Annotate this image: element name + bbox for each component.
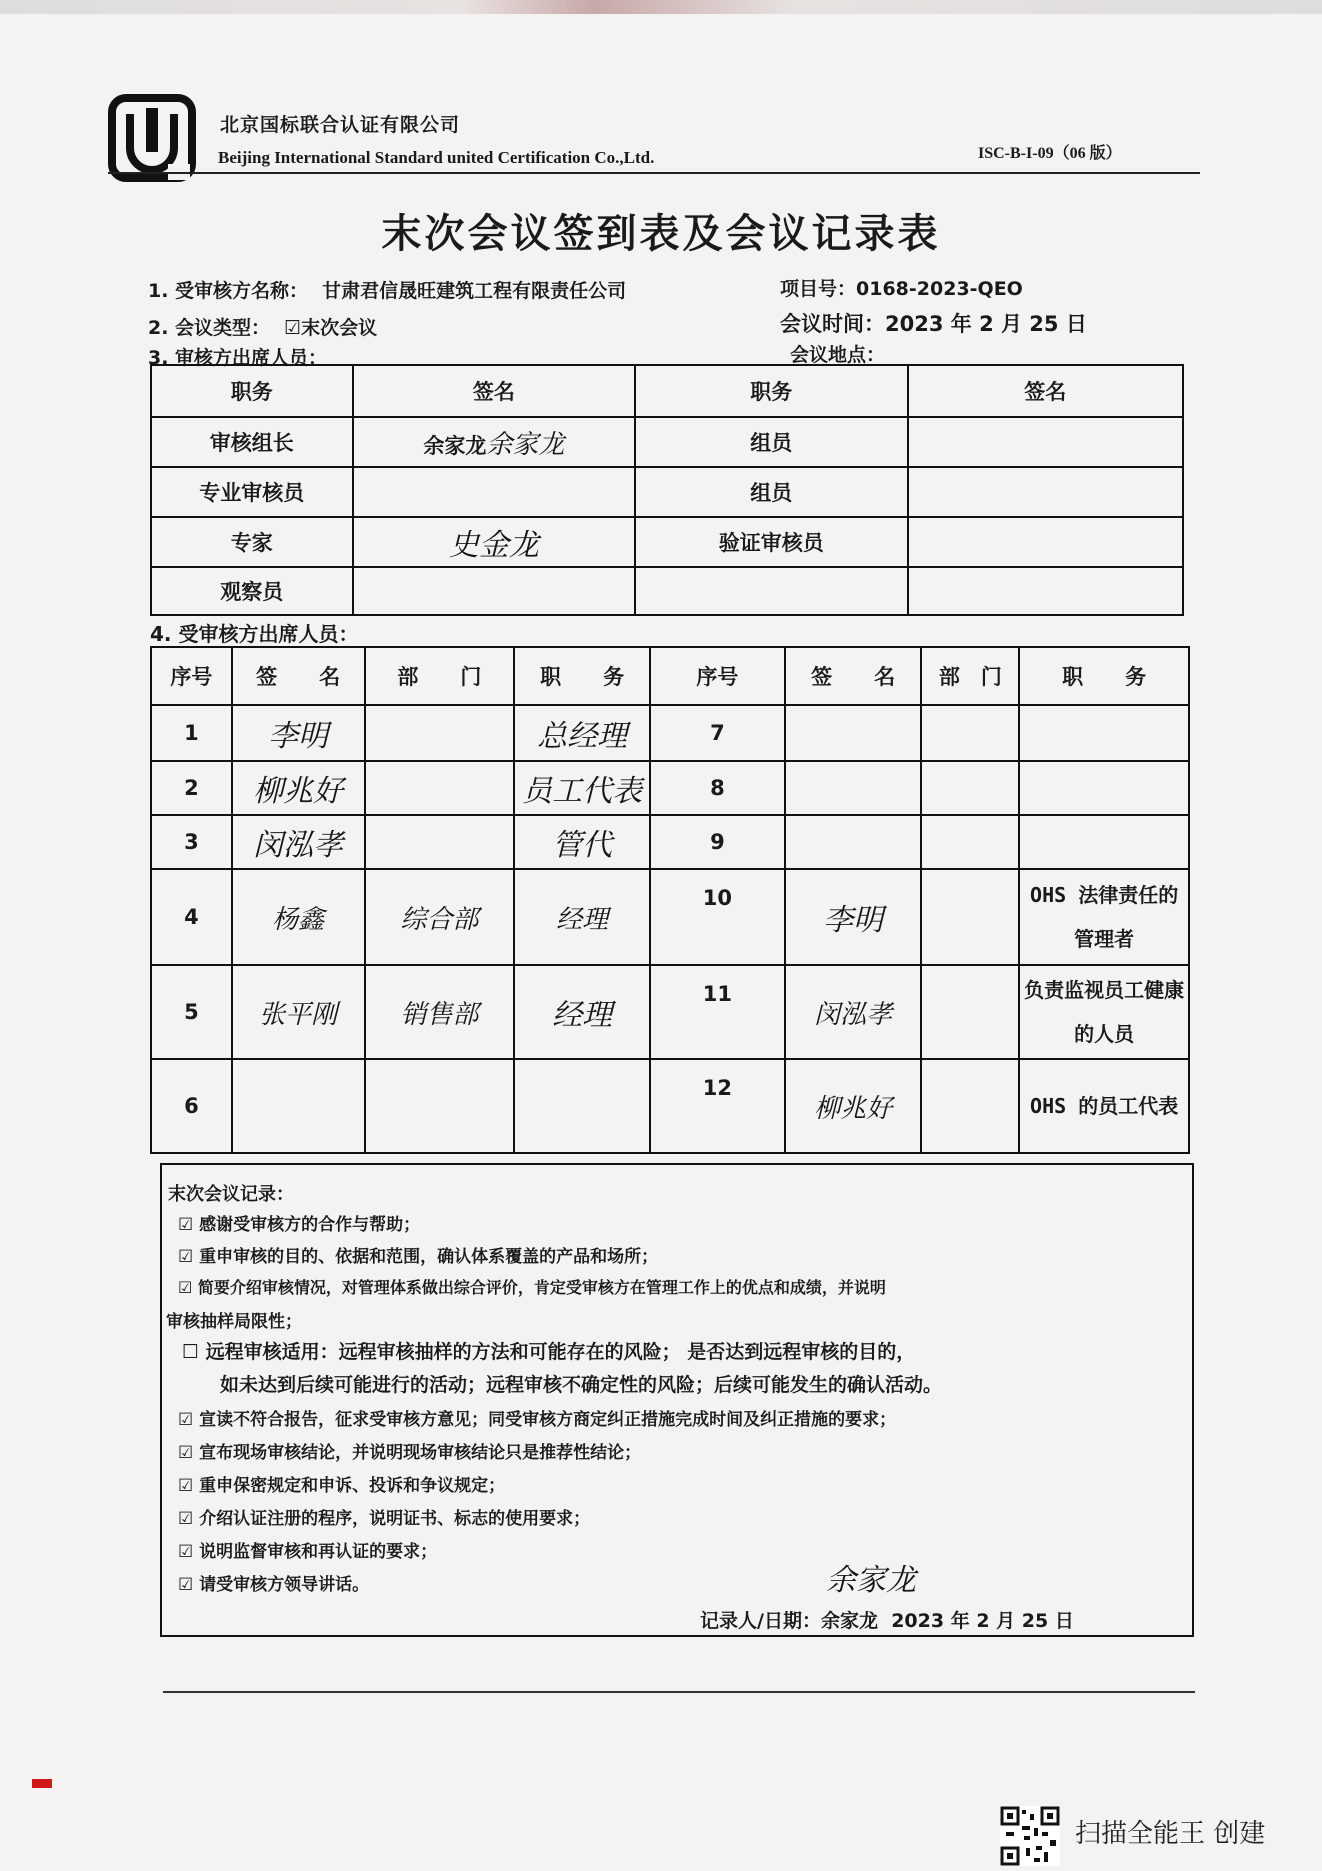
header-role: 职务 (635, 365, 907, 417)
dept-cell (921, 869, 1019, 965)
handwritten-signature (785, 761, 922, 815)
sign-cell (353, 467, 635, 517)
record-text: 审核抽样局限性； (166, 1312, 302, 1332)
list-item (220, 1370, 942, 1397)
record-text: 简要介绍审核情况，对管理体系做出综合评价，肯定受审核方在管理工作上的优点和成绩，并说明 (197, 1278, 886, 1297)
recorder-signature: 余家龙 (826, 1563, 916, 1598)
recorder-label: 记录人/日期： (700, 1610, 821, 1632)
top-edge-band (0, 0, 1322, 14)
row-no: 10 (650, 869, 785, 965)
row-no: 6 (151, 1059, 232, 1153)
sign-cell (908, 467, 1183, 517)
row-no: 7 (650, 705, 785, 761)
role-cell: 审核组长 (151, 417, 353, 467)
row-no: 8 (650, 761, 785, 815)
dept-cell (921, 705, 1019, 761)
handwritten-position: 经理 (514, 869, 650, 965)
role-cell (635, 567, 907, 615)
handwritten-signature: 闵泓孝 (785, 965, 922, 1059)
records-title: 末次会议记录： (168, 1184, 294, 1205)
header-sign: 签名 (353, 365, 635, 417)
header-sign: 签 名 (232, 647, 365, 705)
checkbox-icon: ☑ (178, 1542, 194, 1562)
scanner-watermark: 扫描全能王 创建 (1075, 1819, 1266, 1849)
header-no: 序号 (151, 647, 232, 705)
handwritten-signature: 余家龙 (486, 429, 565, 460)
table-row (151, 869, 1189, 965)
handwritten-signature: 闵泓孝 (232, 815, 365, 869)
sign-cell (908, 567, 1183, 615)
role-cell: 组员 (635, 467, 907, 517)
list-item (178, 1504, 590, 1529)
checkbox-icon: ☑ (178, 1509, 194, 1529)
auditee-name-line (148, 276, 626, 303)
meeting-time-line (780, 308, 1087, 338)
table-row (151, 517, 1183, 567)
role-cell: 组员 (635, 417, 907, 467)
auditee-attendees-label: 4. 受审核方出席人员： (150, 622, 359, 646)
sign-cell (232, 1059, 365, 1153)
header-position: 职 务 (1019, 647, 1189, 705)
record-text: 请受审核方领导讲话。 (199, 1575, 370, 1595)
checkbox-icon: ☑ (178, 1278, 193, 1297)
checkbox-icon: ☑ (178, 1410, 194, 1430)
handwritten-dept: 综合部 (365, 869, 515, 965)
handwritten-signature: 柳兆好 (232, 761, 365, 815)
handwritten-position: 管代 (514, 815, 650, 869)
header-divider (108, 172, 1200, 174)
checkbox-icon: ☑ (178, 1247, 194, 1267)
record-text: 感谢受审核方的合作与帮助； (199, 1215, 421, 1235)
company-logo (108, 94, 196, 182)
handwritten-signature: 张平刚 (232, 965, 365, 1059)
auditee-value: 甘肃君信晟旺建筑工程有限责任公司 (322, 280, 627, 302)
position-cell (1019, 761, 1189, 815)
position-cell: OHS 的员工代表 (1019, 1059, 1189, 1153)
dept-cell (365, 761, 515, 815)
handwritten-position: 经理 (514, 965, 650, 1059)
sign-cell (353, 517, 635, 567)
list-item (166, 1307, 302, 1332)
handwritten-signature: 柳兆好 (785, 1059, 922, 1153)
list-item (178, 1242, 658, 1267)
record-text: 如未达到后续可能进行的活动；远程审核不确定性的风险；后续可能发生的确认活动。 (220, 1374, 943, 1396)
role-cell: 专业审核员 (151, 467, 353, 517)
table-row (151, 965, 1189, 1059)
list-item (178, 1537, 437, 1562)
list-item (178, 1570, 369, 1595)
position-cell (1019, 705, 1189, 761)
handwritten-signature: 李明 (232, 705, 365, 761)
record-text: 重申审核的目的、依据和范围，确认体系覆盖的产品和场所； (199, 1247, 659, 1267)
row-no: 11 (650, 965, 785, 1059)
recorder-line (700, 1606, 1074, 1633)
row-no: 3 (151, 815, 232, 869)
handwritten-position: 员工代表 (514, 761, 650, 815)
table-row (151, 567, 1183, 615)
meeting-time-label: 会议时间： (780, 312, 885, 336)
project-value: 0168-2023-QEO (856, 278, 1023, 300)
checkbox-icon: ☑ (178, 1443, 194, 1463)
audit-table-header (151, 365, 1183, 417)
project-label: 项目号： (780, 278, 857, 300)
checkbox-icon: ☐ (182, 1341, 200, 1363)
meeting-time-value: 2023 年 2 月 25 日 (885, 312, 1087, 336)
footer-divider (163, 1691, 1195, 1693)
role-cell: 验证审核员 (635, 517, 907, 567)
record-text: 远程审核适用：远程审核抽样的方法和可能存在的风险； 是否达到远程审核的目的， (205, 1341, 916, 1363)
handwritten-signature (785, 815, 922, 869)
list-item (178, 1438, 641, 1463)
meeting-type-line (148, 313, 377, 340)
position-cell: OHS 法律责任的管理者 (1019, 869, 1189, 965)
table-row (151, 761, 1189, 815)
record-text: 宣读不符合报告，征求受审核方意见；同受审核方商定纠正措施完成时间及纠正措施的要求； (199, 1410, 897, 1430)
audit-attendees-label: 3. 审核方出席人员： (148, 347, 328, 369)
row-no: 4 (151, 869, 232, 965)
dept-cell (921, 761, 1019, 815)
dept-cell (921, 815, 1019, 869)
role-cell: 观察员 (151, 567, 353, 615)
company-name-cn: 北京国标联合认证有限公司 (220, 114, 461, 136)
position-cell: 负责监视员工健康的人员 (1019, 965, 1189, 1059)
meeting-type-value: ☑末次会议 (284, 317, 378, 339)
list-item (178, 1471, 505, 1496)
checkbox-icon: ☑ (178, 1575, 194, 1595)
sign-cell (908, 417, 1183, 467)
company-name-en: Beijing International Standard united Certification Co.,Ltd. (218, 148, 655, 167)
record-text: 宣布现场审核结论，并说明现场审核结论只是推荐性结论； (199, 1443, 642, 1463)
page-title: 末次会议签到表及会议记录表 (381, 211, 941, 257)
table-row (151, 815, 1189, 869)
header-sign: 签 名 (785, 647, 922, 705)
document-code: ISC-B-I-09（06 版） (978, 145, 1122, 162)
list-item (178, 1275, 886, 1298)
row-no: 9 (650, 815, 785, 869)
checkbox-icon: ☑ (178, 1476, 194, 1496)
recorder-name: 余家龙 (820, 1610, 878, 1632)
handwritten-signature (785, 705, 922, 761)
auditee-attendee-table (150, 646, 1190, 1154)
dept-cell (365, 1059, 515, 1153)
table-row (151, 705, 1189, 761)
list-item (178, 1405, 896, 1430)
header-sign: 签名 (908, 365, 1183, 417)
checkbox-icon: ☑ (178, 1215, 194, 1235)
meeting-type-label: 2. 会议类型： (148, 317, 271, 339)
record-text: 重申保密规定和申诉、投诉和争议规定； (199, 1476, 506, 1496)
table-row (151, 1059, 1189, 1153)
list-item (182, 1337, 915, 1364)
row-no: 12 (650, 1059, 785, 1153)
handwritten-signature: 史金龙 (448, 528, 539, 563)
row-no: 5 (151, 965, 232, 1059)
audit-attendee-table (150, 364, 1184, 616)
row-no: 1 (151, 705, 232, 761)
table-row (151, 467, 1183, 517)
header-dept: 部 门 (365, 647, 515, 705)
printed-name: 余家龙 (423, 433, 487, 458)
role-cell: 专家 (151, 517, 353, 567)
dept-cell (921, 1059, 1019, 1153)
project-line (780, 274, 1023, 301)
position-cell (514, 1059, 650, 1153)
row-no: 2 (151, 761, 232, 815)
qr-code-icon (1000, 1806, 1060, 1866)
meeting-place-label: 会议地点： (790, 344, 886, 366)
handwritten-dept: 销售部 (365, 965, 515, 1059)
record-text: 说明监督审核和再认证的要求； (199, 1542, 438, 1562)
dept-cell (365, 705, 515, 761)
sign-cell (353, 567, 635, 615)
auditee-label: 1. 受审核方名称： (148, 280, 309, 302)
header-dept: 部 门 (921, 647, 1019, 705)
handwritten-signature: 李明 (785, 869, 922, 965)
auditee-table-header (151, 647, 1189, 705)
dept-cell (365, 815, 515, 869)
record-text: 介绍认证注册的程序，说明证书、标志的使用要求； (199, 1509, 591, 1529)
dept-cell (921, 965, 1019, 1059)
header-role: 职务 (151, 365, 353, 417)
table-row (151, 417, 1183, 467)
position-cell (1019, 815, 1189, 869)
handwritten-position: 总经理 (514, 705, 650, 761)
recorder-date: 2023 年 2 月 25 日 (891, 1610, 1074, 1632)
sign-cell (908, 517, 1183, 567)
red-mark (32, 1779, 52, 1788)
handwritten-signature: 杨鑫 (232, 869, 365, 965)
header-position: 职 务 (514, 647, 650, 705)
list-item (178, 1210, 420, 1235)
sign-cell (353, 417, 635, 467)
header-no: 序号 (650, 647, 785, 705)
